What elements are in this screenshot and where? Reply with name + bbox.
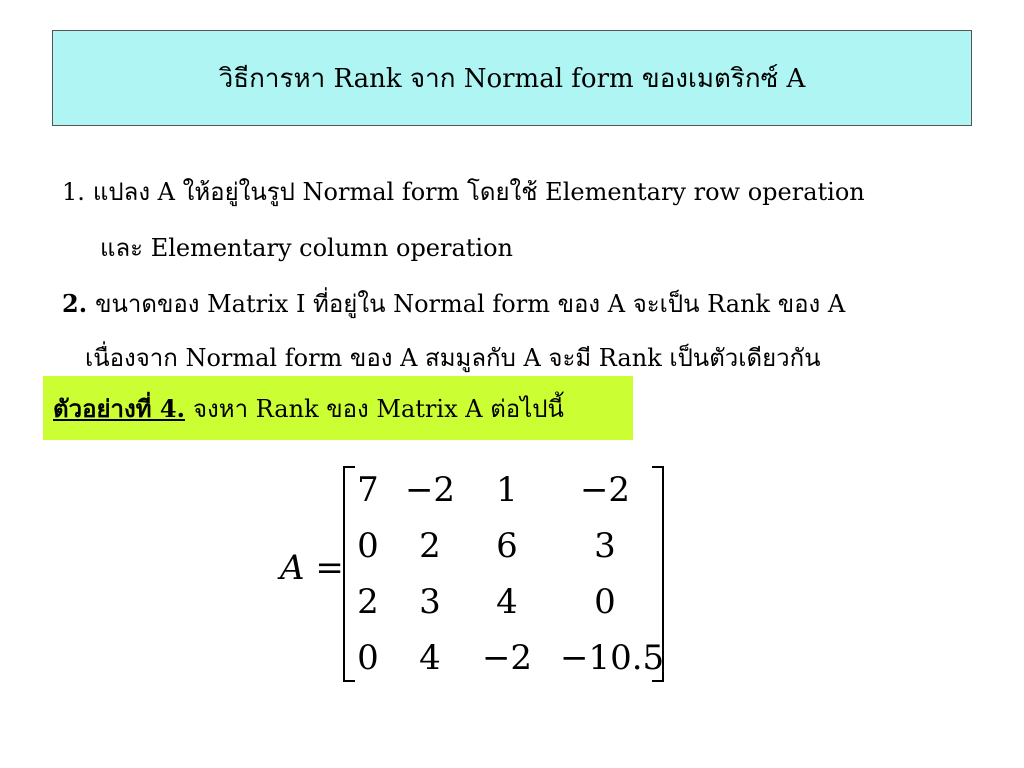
step-2-line-1 [62,284,845,323]
slide-title: วิธีการหา Rank จาก Normal form ของเมตริกซ์ A [218,63,806,94]
step-2-text: ขนาดของ Matrix I ที่อยู่ใน Normal form ของ A จะเป็น Rank ของ A [95,290,846,318]
step-1-line-2: และ Elementary column operation [100,234,514,262]
matrix-cell: 3 [594,526,616,566]
matrix-name: A [280,548,305,588]
equals-sign: = [315,548,344,588]
matrix-cell: 2 [419,526,441,566]
matrix-cell: 4 [419,638,441,678]
matrix-cell: 3 [419,582,441,622]
step-1-number: 1. [62,178,85,206]
matrix-cell: −10.5 [560,638,665,678]
matrix-cell: 6 [496,526,518,566]
matrix-cell: 2 [357,582,379,622]
example-highlight-box [43,376,633,440]
slide-title-box [52,30,972,126]
matrix-cell: 7 [357,470,379,510]
matrix-cell: 0 [594,582,616,622]
matrix-cell: −2 [579,470,631,510]
step-2-line-2: เนื่องจาก Normal form ของ A สมมูลกับ A จะมี Rank เป็นตัวเดียวกัน [85,344,821,372]
matrix-cell: 0 [357,526,379,566]
matrix-cell: −2 [481,638,533,678]
step-1-line-1 [62,172,865,211]
step-1-text: แปลง A ให้อยู่ในรูป Normal form โดยใช้ Elementary row operation [92,178,865,206]
matrix-cell: −2 [404,470,456,510]
example-text: จงหา Rank ของ Matrix A ต่อไปนี้ [192,394,564,423]
matrix-cell: 0 [357,638,379,678]
example-label: ตัวอย่างที่ 4. [53,393,185,423]
step-2-number: 2. [62,289,88,318]
matrix-cell: 4 [496,582,518,622]
matrix-cell: 1 [496,470,518,510]
